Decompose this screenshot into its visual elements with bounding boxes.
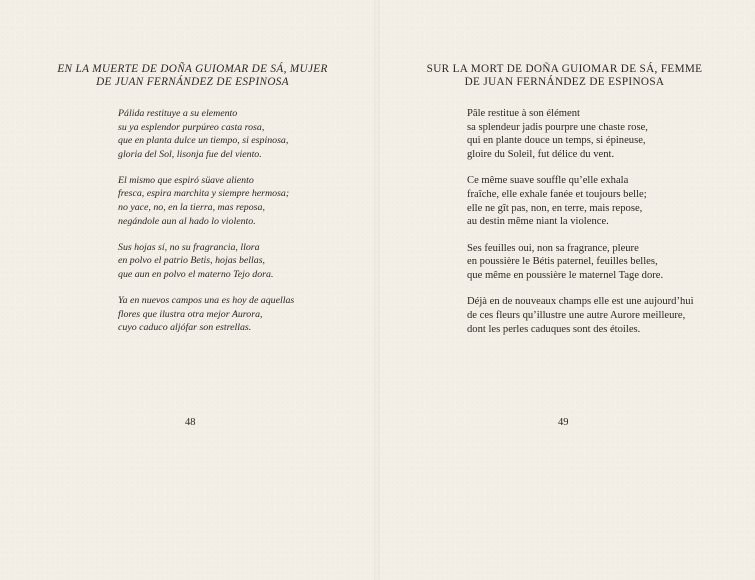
verse-line: Déjà en de nouveaux champs elle est une aujourd’hui	[467, 296, 694, 308]
stanza	[118, 174, 294, 228]
left-page	[0, 0, 377, 580]
verse-line: fresca, espira marchita y siempre hermosa;	[118, 188, 290, 200]
verse-line: dont les perles caduques sont des étoiles.	[467, 323, 641, 335]
stanza	[467, 107, 694, 162]
stanza	[467, 174, 694, 229]
verse-line: elle ne gît pas, non, en terre, mais repose,	[467, 202, 643, 214]
verse-line: en polvo el patrio Betis, hojas bellas,	[118, 255, 266, 267]
verse-line: Pâle restitue à son élément	[467, 108, 580, 119]
verse-line: Sus hojas sí, no su fragrancia, llora	[118, 241, 260, 253]
verse-line: en poussière le Bétis paternel, feuilles belles,	[467, 256, 658, 268]
title-line: SUR LA MORT DE DOÑA GUIOMAR DE SÁ, FEMME	[426, 63, 703, 75]
left-poem	[118, 107, 294, 347]
stanza	[467, 295, 694, 336]
title-line: DE JUAN FERNÁNDEZ DE ESPINOSA	[464, 76, 665, 88]
verse-line: flores que ilustra otra mejor Aurora,	[118, 308, 263, 320]
verse-line: que en planta dulce un tiempo, si espinosa,	[118, 135, 289, 147]
title-line: EN LA MUERTE DE DOÑA GUIOMAR DE SÁ, MUJER	[57, 63, 328, 75]
right-page-title	[376, 63, 753, 89]
verse-line: gloria del Sol, lisonja fue del viento.	[118, 148, 262, 160]
right-page	[378, 0, 755, 580]
right-poem	[467, 107, 694, 349]
title-line: DE JUAN FERNÁNDEZ DE ESPINOSA	[96, 76, 289, 88]
verse-line: que même en poussière le maternel Tage dore.	[467, 270, 664, 282]
verse-line: au destin même niant la violence.	[467, 216, 609, 228]
verse-line: que aun en polvo el materno Tejo dora.	[118, 268, 274, 280]
verse-line: sa splendeur jadis pourpre une chaste rose,	[467, 121, 648, 133]
verse-line: El mismo que espiró süave aliento	[118, 174, 254, 186]
stanza	[118, 294, 294, 335]
stanza	[118, 241, 294, 282]
verse-line: fraîche, elle exhale fanée et toujours belle;	[467, 189, 647, 201]
page-number: 48	[185, 417, 196, 428]
verse-line: negándole aun al hado lo violento.	[118, 215, 256, 227]
verse-line: qui en plante douce un temps, si épineuse,	[467, 135, 646, 147]
verse-line: gloire du Soleil, fut délice du vent.	[467, 149, 615, 161]
verse-line: Ya en nuevos campos una es hoy de aquellas	[118, 295, 295, 307]
verse-line: Ses feuilles oui, non sa fragrance, pleure	[467, 242, 639, 254]
stanza	[467, 242, 694, 283]
left-page-title	[4, 63, 381, 89]
verse-line: Ce même suave souffle qu’elle exhala	[467, 175, 629, 187]
verse-line: cuyo caduco aljófar son estrellas.	[118, 322, 252, 334]
verse-line: de ces fleurs qu’illustre une autre Aurore meilleure,	[467, 309, 686, 321]
verse-line: Pálida restituye a su elemento	[118, 108, 238, 119]
verse-line: no yace, no, en la tierra, mas reposa,	[118, 202, 265, 214]
verse-line: su ya esplendor purpúreo casta rosa,	[118, 121, 265, 133]
page-number: 49	[558, 417, 569, 428]
stanza	[118, 107, 294, 161]
